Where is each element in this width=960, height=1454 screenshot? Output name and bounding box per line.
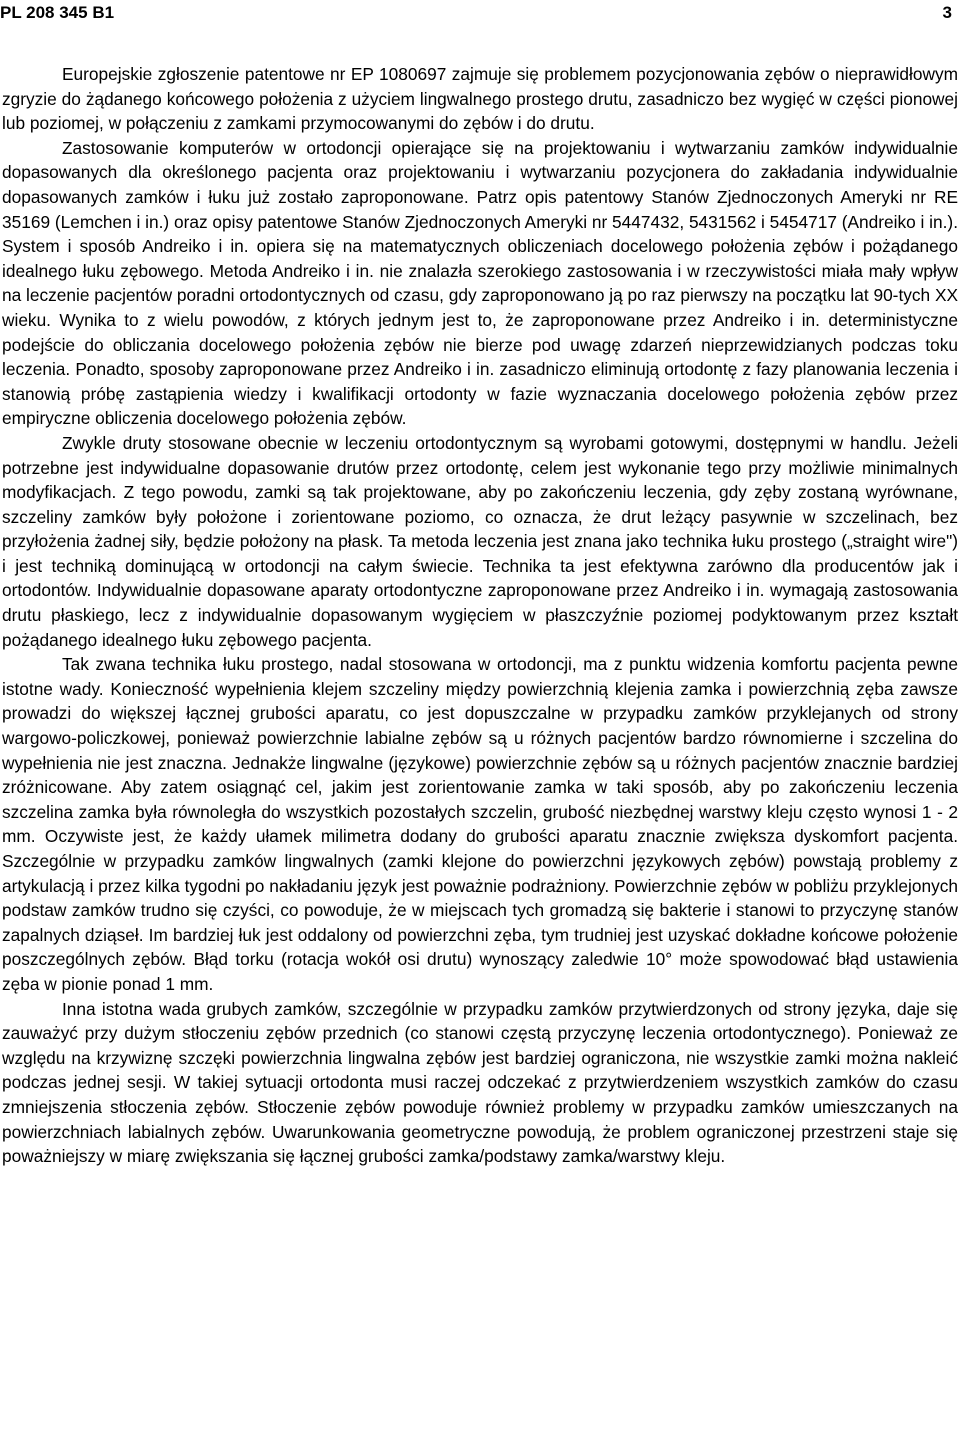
paragraph-2: Zastosowanie komputerów w ortodoncji opierające się na projektowaniu i wytwarzaniu zamków indywidualnie dopasowanych dla określonego pacjenta oraz projektowaniu i wytwarzaniu pozycjonera do zakładania indywidualnie dopasowanych zamków i łuku już zostało zaproponowane. Patrz opis patentowy Stanów Zjednoczonych Ameryki nr RE 35169 (Lemchen i in.) oraz opisy patentowe Stanów Zjednoczonych Ameryki nr 5447432, 5431562 i 5454717 (Andreiko i in.). System i sposób Andreiko i in. opiera się na matematycznych obliczeniach docelowego położenia zębów i pożądanego idealnego łuku zębowego. Metoda Andreiko i in. nie znalazła szerokiego zastosowania i w rzeczywistości miała mały wpływ na leczenie pacjentów poradni ortodontycznych od czasu, gdy zaproponowano ją po raz pierwszy na początku lat 90-tych XX wieku. Wynika to z wielu powodów, z których jednym jest to, że zaproponowane przez Andreiko i in. deterministyczne podejście do obliczania docelowego położenia zębów nie bierze pod uwagę zdarzeń nieprzewidzianych podczas toku leczenia. Ponadto, sposoby zaproponowane przez Andreiko i in. zasadniczo eliminują ortodontę z fazy planowania leczenia i stanowią próbę zastąpienia wiedzy i kwalifikacji ortodonty w fazie wyznaczania docelowego położenia zębów przez empiryczne obliczenia docelowego położenia zębów. (2, 137, 958, 429)
page-header (0, 2, 958, 26)
paragraph-1: Europejskie zgłoszenie patentowe nr EP 1080697 zajmuje się problemem pozycjonowania zębów o nieprawidłowym zgryzie do żądanego końcowego położenia z użyciem lingwalnego prostego drutu, zasadniczo bez wygięć w części pionowej lub poziomej, w połączeniu z zamkami przymocowanymi do zębów i do drutu. (2, 64, 958, 134)
body-text (2, 62, 958, 1169)
patent-number: PL 208 345 B1 (0, 3, 115, 22)
paragraph-4: Tak zwana technika łuku prostego, nadal stosowana w ortodoncji, ma z punktu widzenia komfortu pacjenta pewne istotne wady. Konieczność wypełnienia klejem szczeliny między powierzchnią klejenia zamka i powierzchnią zęba zawsze prowadzi do większej łącznej grubości aparatu, co jest dopuszczalne w przypadku zamków przyklejanych od strony wargowo-policzkowej, ponieważ powierzchnie labialne zębów są u różnych pacjentów bardzo równomierne i szczelina do wypełnienia nie jest znaczna. Jednakże lingwalne (językowe) powierzchnie zębów są u różnych pacjentów znacznie bardziej zróżnicowane. Aby zatem osiągnąć cel, jakim jest zorientowanie zamka w taki sposób, aby po zakończeniu leczenia szczelina zamka była równoległa do wszystkich pozostałych szczelin, grubość niezbędnej warstwy kleju często wynosi 1 - 2 mm. Oczywiste jest, że każdy ułamek milimetra dodany do grubości aparatu znacznie zwiększa dyskomfort pacjenta. Szczególnie w przypadku zamków lingwalnych (zamki klejone do powierzchni językowych zębów) powstają problemy z artykulacją i przez kilka tygodni po nakładaniu język jest poważnie podrażniony. Powierzchnie zębów w pobliżu przyklejonych podstaw zamków trudno się czyści, co powoduje, że w miejscach tych gromadzą się bakterie i stanowi to przyczynę stanów zapalnych dziąseł. Im bardziej łuk jest oddalony od powierzchni zęba, tym trudniej jest uzyskać dokładne końcowe położenie poszczególnych zębów. Błąd torku (rotacja wokół osi drutu) wynoszący zaledwie 10° może spowodować błąd ustawienia zęba w pionie ponad 1 mm. (2, 654, 958, 994)
paragraph-3: Zwykle druty stosowane obecnie w leczeniu ortodontycznym są wyrobami gotowymi, dostępnymi w handlu. Jeżeli potrzebne jest indywidualne dopasowanie drutów przez ortodontę, celem jest wykonanie tego przy możliwie minimalnych modyfikacjach. Z tego powodu, zamki są tak projektowane, aby po zakończeniu leczenia, gdy zęby zostaną wyrównane, szczeliny zamków były położone i zorientowane poziomo, co oznacza, że drut leżący pasywnie w szczelinach, bez przyłożenia żadnej siły, będzie położony na płask. Ta metoda leczenia jest znana jako technika łuku prostego („straight wire") i jest techniką dominującą w ortodoncji na całym świecie. Technika ta jest efektywna zarówno dla producentów jak i ortodontów. Indywidualnie dopasowane aparaty ortodontyczne zaproponowane przez Andreiko i in. wymagają zastosowania drutu płaskiego, lecz z indywidualnie dopasowanym wygięciem w płaszczyźnie poziomej podyktowanym przez kształt pożądanego idealnego łuku zębowego pacjenta. (2, 432, 958, 650)
paragraph-5: Inna istotna wada grubych zamków, szczególnie w przypadku zamków przytwierdzonych od strony języka, daje się zauważyć przy dużym stłoczeniu zębów przednich (co stanowi częstą przyczynę leczenia ortodontycznego). Ponieważ ze względu na krzywiznę szczęki powierzchnia lingwalna zębów jest bardziej ograniczona, nie wszystkie zamki można nakleić podczas jednej sesji. W takiej sytuacji ortodonta musi raczej odczekać z przytwierdzeniem wszystkich zamków do czasu zmniejszenia stłoczenia zębów. Stłoczenie zębów powoduje również problemy w przypadku zamków umieszczanych na powierzchniach labialnych zębów. Uwarunkowania geometryczne powodują, że problem ograniczonej przestrzeni staje się poważniejszy w miarę zwiększania się łącznej grubości zamka/podstawy zamka/warstwy kleju. (2, 998, 958, 1167)
page-number: 3 (942, 3, 952, 22)
